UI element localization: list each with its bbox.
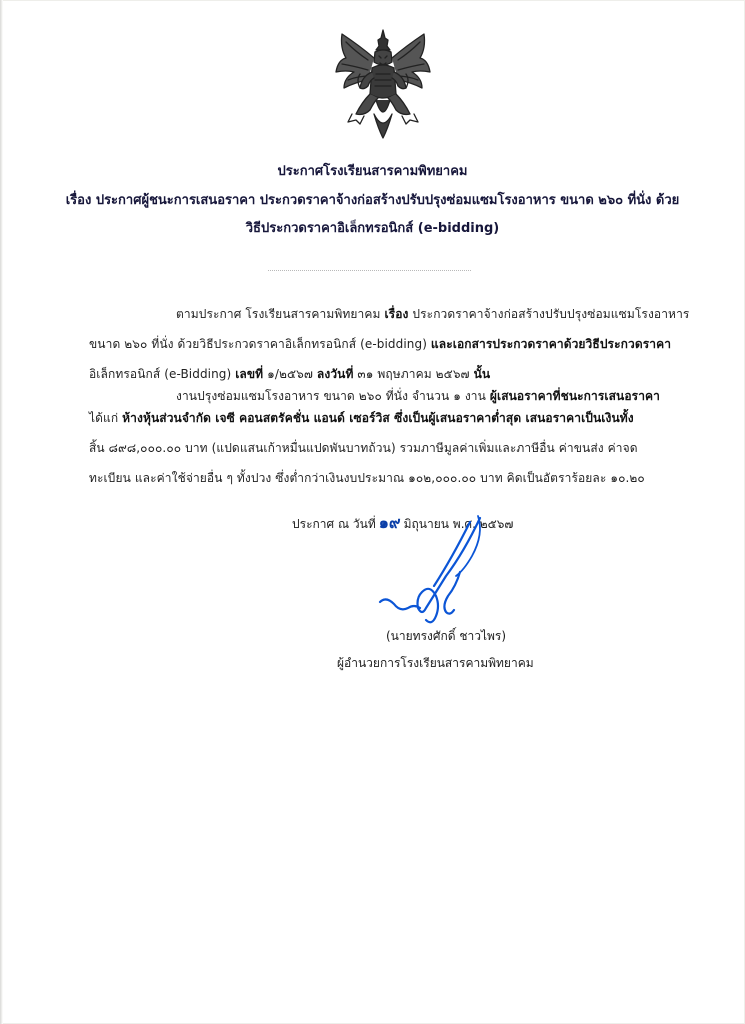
signer-name: (นายทรงศักดิ์ ชาวไพร) <box>386 629 507 643</box>
text-segment-bold: เลขที่ <box>235 367 264 381</box>
text-segment-bold: ห้างหุ้นส่วนจำกัด เจซี คอนสตรัคชั่น แอนด์ เซอร์วิส <box>122 411 390 425</box>
paragraph-2-line-2 <box>89 410 634 426</box>
text-segment-bold: ลงวันที่ <box>316 367 354 381</box>
paragraph-2-line-1 <box>176 388 660 404</box>
text-segment-bold: นั้น <box>473 367 491 381</box>
date-suffix: มิถุนายน พ.ศ. ๒๕๖๗ <box>403 517 514 531</box>
text-segment: ขนาด ๒๖๐ ที่นั่ง ด้วยวิธีประกวดราคาอิเล็กทรอนิกส์ (e-bidding) <box>89 337 431 351</box>
text-segment: ตามประกาศ โรงเรียนสารคามพิทยาคม <box>176 307 385 321</box>
text-segment-bold: ผู้เสนอราคาที่ชนะการเสนอราคา <box>489 389 661 403</box>
text-segment-bold: เรื่อง <box>384 307 409 321</box>
text-segment-bold: ซึ่งเป็นผู้เสนอราคาต่ำสุด เสนอราคาเป็นเงินทั้ง <box>389 411 634 425</box>
paragraph-1-line-1 <box>176 306 689 322</box>
handwritten-day: ๑๙ <box>378 513 401 532</box>
paragraph-2-line-3: สิ้น ๘๙๘,๐๐๐.๐๐ บาท (แปดแสนเก้าหมื่นแปดพันบาทถ้วน) รวมภาษีมูลค่าเพิ่มและภาษีอื่น ค่าขนส่ง ค่าจด <box>89 441 638 455</box>
paragraph-2-line-4: ทะเบียน และค่าใช้จ่ายอื่น ๆ ทั้งปวง ซึ่งต่ำกว่าเงินงบประมาณ ๑๐๒,๐๐๐.๐๐ บาท คิดเป็นอัตราร้อยละ ๑๐.๒๐ <box>89 471 645 485</box>
text-segment: ประกวดราคาจ้างก่อสร้างปรับปรุงซ่อมแซมโรงอาหาร <box>408 307 690 321</box>
announcement-subject: เรื่อง ประกาศผู้ชนะการเสนอราคา ประกวดราคาจ้างก่อสร้างปรับปรุงซ่อมแซมโรงอาหาร ขนาด ๒๖๐ ที่นั่ง ด้วย <box>65 193 680 208</box>
paragraph-1-line-3 <box>89 366 490 382</box>
text-segment: ๑/๒๕๖๗ <box>263 367 317 381</box>
text-segment: อิเล็กทรอนิกส์ (e-Bidding) <box>89 367 236 381</box>
paragraph-1-line-2 <box>89 336 671 352</box>
signer-position: ผู้อำนวยการโรงเรียนสารคามพิทยาคม <box>337 656 534 670</box>
date-prefix: ประกาศ ณ วันที่ <box>292 517 376 531</box>
scan-edge <box>0 0 3 1024</box>
dotted-divider <box>268 270 471 271</box>
signature-icon <box>360 512 510 642</box>
text-segment-bold: และเอกสารประกวดราคาด้วยวิธีประกวดราคา <box>430 337 672 351</box>
announcement-title: ประกาศโรงเรียนสารคามพิทยาคม <box>277 164 468 179</box>
text-segment: ได้แก่ <box>89 411 123 425</box>
garuda-emblem-icon <box>330 28 436 140</box>
text-segment: ๓๑ พฤษภาคม ๒๕๖๗ <box>353 367 474 381</box>
text-segment: งานปรุงซ่อมแซมโรงอาหาร ขนาด ๒๖๐ ที่นั่ง จำนวน ๑ งาน <box>176 389 490 403</box>
announcement-subject-cont: วิธีประกวดราคาอิเล็กทรอนิกส์ (e-bidding) <box>245 221 500 236</box>
